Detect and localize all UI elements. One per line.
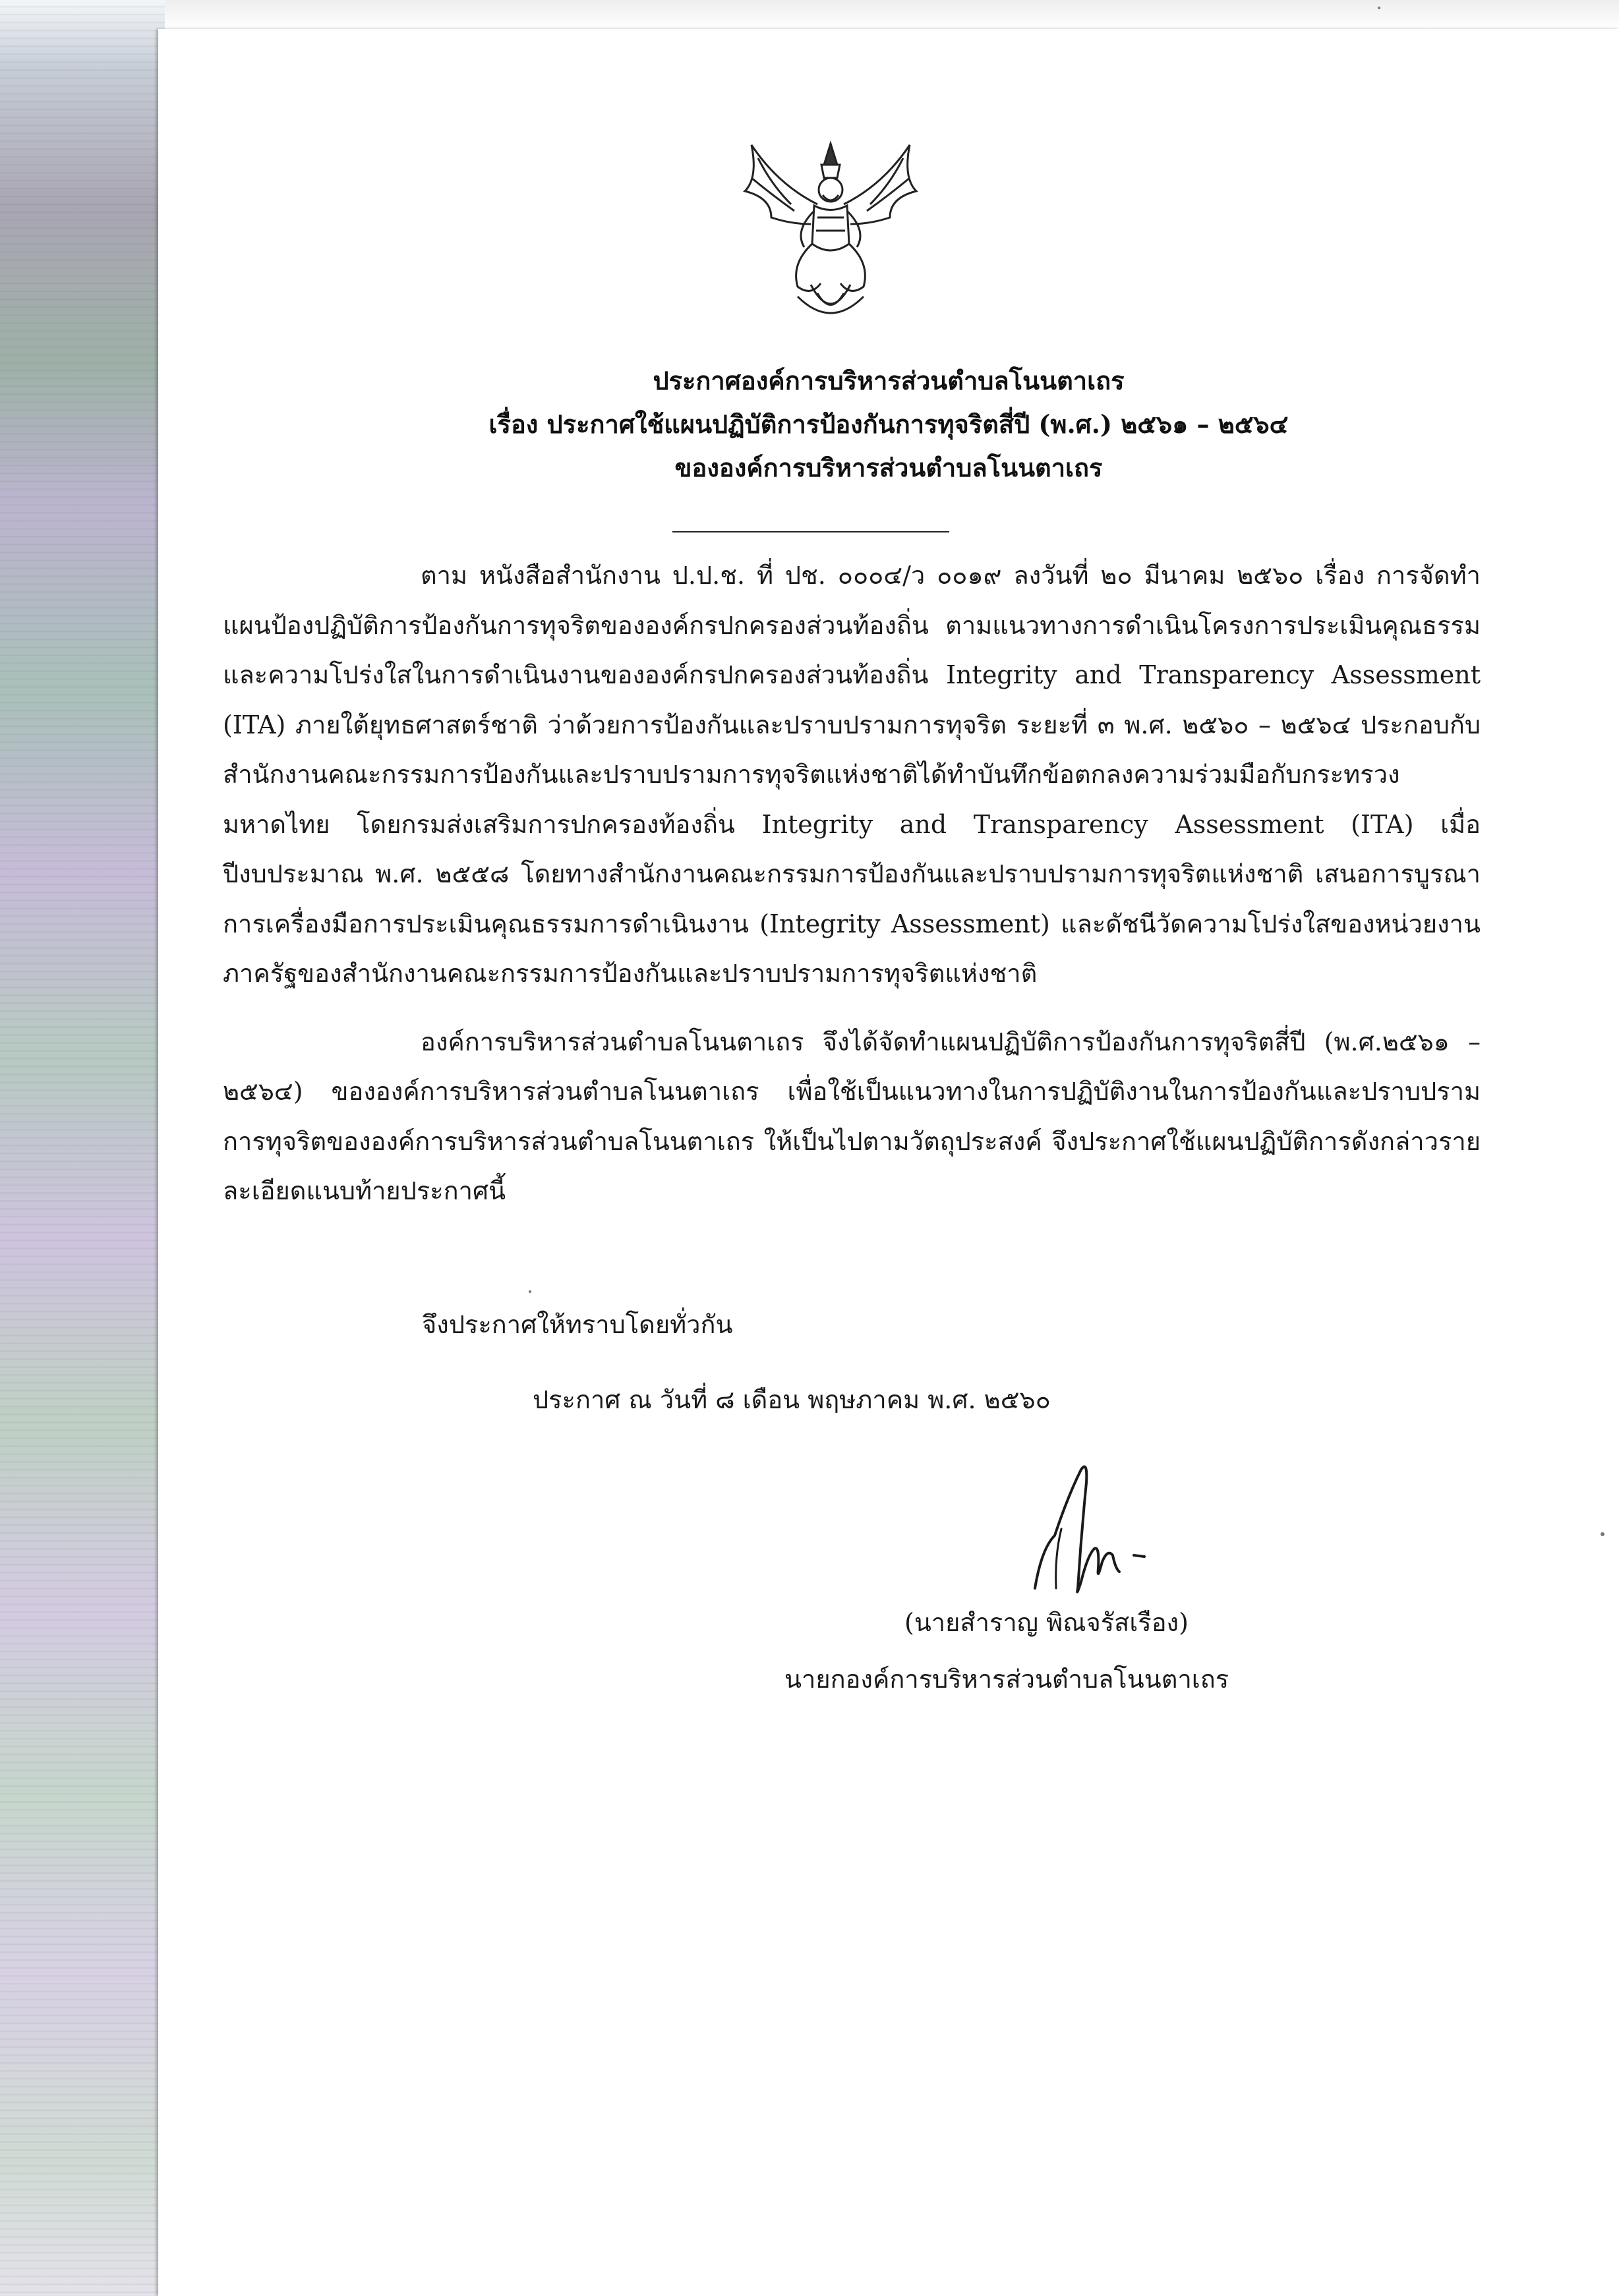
paragraph-1: ตาม หนังสือสำนักงาน ป.ป.ช. ที่ ปช. ๐๐๐๔/ว ๐๐๑๙ ลงวันที่ ๒๐ มีนาคม ๒๕๖๐ เรื่อง การจัดทำแผนป้องปฏิบัติการป้องกันการทุจริตขององค์กรปกครองส่วนท้องถิ่น ตามแนวทางการดำเนินโครงการประเมินคุณธรรมและความโปร่งใสในการดำเนินงานขององค์กรปกครองส่วนท้องถิ่น Integrity and Transparency Assessment (ITA) ภายใต้ยุทธศาสตร์ชาติ ว่าด้วยการป้องกันและปราบปรามการทุจริต ระยะที่ ๓ พ.ศ. ๒๕๖๐ – ๒๕๖๔ ประกอบกับ สำนักงานคณะกรรมการป้องกันและปราบปรามการทุจริตแห่งชาติได้ทำบันทึกข้อตกลงความร่วมมือกับกระทรวงมหาดไทย โดยกรมส่งเสริมการปกครองท้องถิ่น Integrity and Transparency Assessment (ITA) เมื่อปีงบประมาณ พ.ศ. ๒๕๕๘ โดยทางสำนักงานคณะกรรมการป้องกันและปราบปรามการทุจริตแห่งชาติ เสนอการบูรณาการเครื่องมือการประเมินคุณธรรมการดำเนินงาน (Integrity Assessment) และดัชนีวัดความโปร่งใสของหน่วยงานภาครัฐของสำนักงานคณะกรรมการป้องกันและปราบปรามการทุจริตแห่งชาติ [223,561,1481,988]
scan-speck [1601,1532,1604,1536]
document-title [158,359,1619,490]
announcement-date: ประกาศ ณ วันที่ ๘ เดือน พฤษภาคม พ.ศ. ๒๕๖๐ [533,1385,1051,1414]
scan-speck [1378,7,1380,9]
signer-name: (นายสำราญ พิณจรัสเรือง) [904,1608,1189,1637]
garuda-emblem-icon [732,132,929,330]
title-divider [672,531,949,532]
paragraph-2: องค์การบริหารส่วนตำบลโนนตาเถร จึงได้จัดทำแผนปฏิบัติการป้องกันการทุจริตสี่ปี (พ.ศ.๒๕๖๑ – ๒๕๖๔) ขององค์การบริหารส่วนตำบลโนนตาเถร เพื่อใช้เป็นแนวทางในการปฏิบัติงานในการป้องกันและปราบปรามการทุจริตขององค์การบริหารส่วนตำบลโนนตาเถร ให้เป็นไปตามวัตถุประสงค์ จึงประกาศใช้แผนปฏิบัติการดังกล่าวรายละเอียดแนบท้ายประกาศนี้ [223,1027,1481,1205]
handwritten-signature [1015,1456,1160,1608]
title-line-1: ประกาศองค์การบริหารส่วนตำบลโนนตาเถร [653,366,1125,395]
scan-top-edge [0,0,1619,29]
title-line-2: เรื่อง ประกาศใช้แผนปฏิบัติการป้องกันการทุจริตสี่ปี (พ.ศ.) ๒๕๖๑ – ๒๕๖๔ [488,409,1289,439]
title-line-3: ขององค์การบริหารส่วนตำบลโนนตาเถร [674,453,1103,482]
closing-statement: จึงประกาศให้ทราบโดยทั่วกัน [422,1310,733,1339]
document-body [223,551,1481,1217]
signer-title: นายกองค์การบริหารส่วนตำบลโนนตาเถร [784,1665,1229,1694]
scan-speck [529,1290,531,1293]
scanner-artifact-strip [0,0,165,2296]
